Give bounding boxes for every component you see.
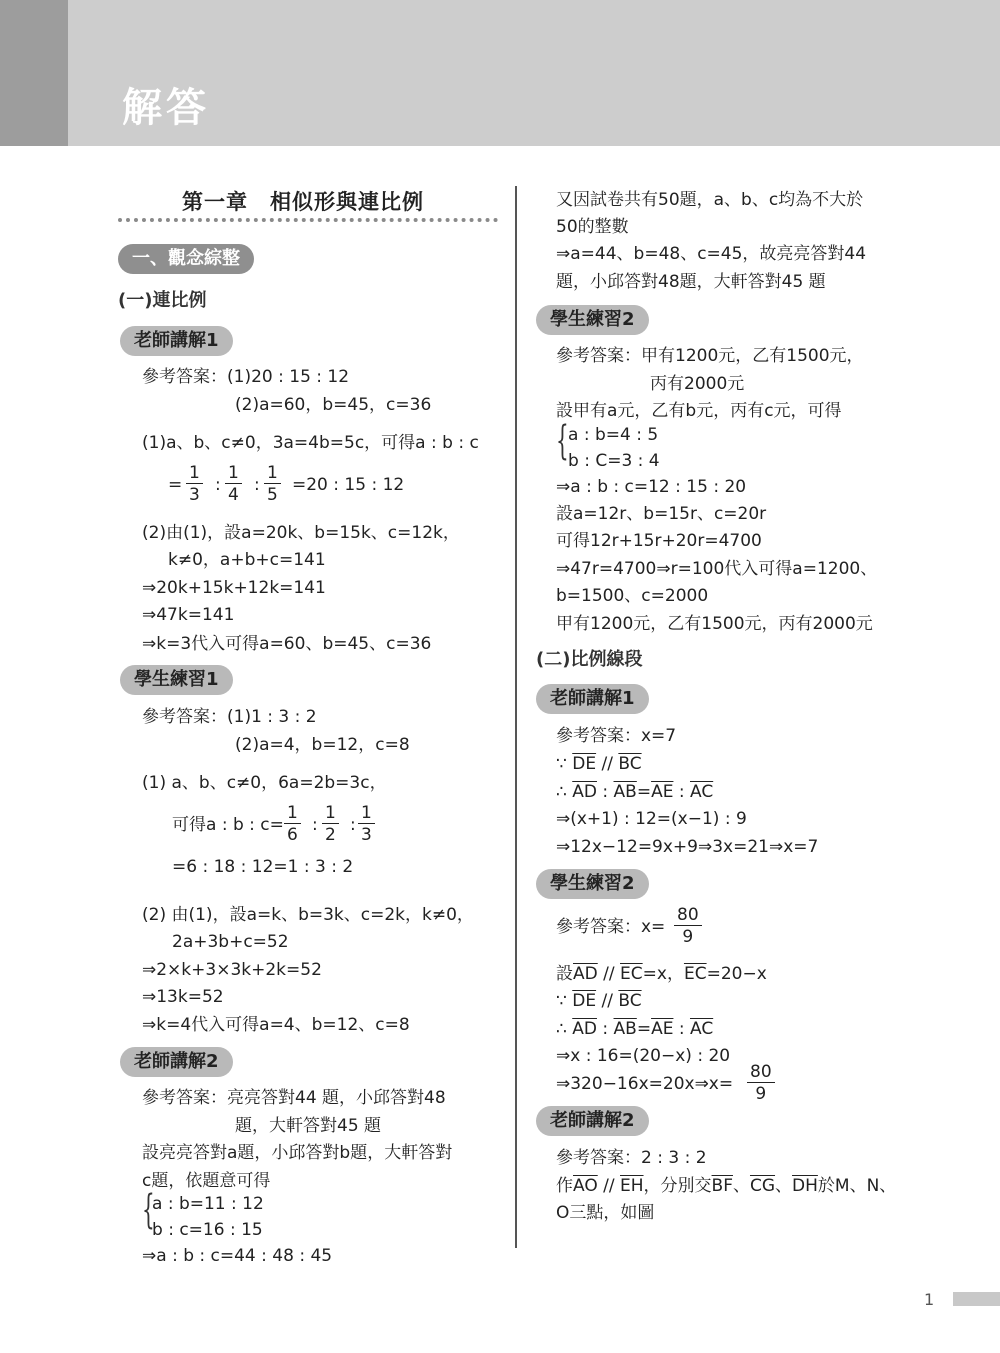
teacher-badge-1b: 老師講解1 [536, 684, 649, 714]
student-badge-2: 學生練習2 [536, 305, 649, 335]
section-badge: 一、觀念綜整 [118, 244, 254, 274]
subsection-title: (一)連比例 [118, 290, 207, 311]
solution-line: ⇒320−16x=20x⇒x= [556, 1074, 734, 1094]
solution-line: 設甲有a元，乙有b元，丙有c元，可得 [556, 401, 842, 421]
fraction: $\frac{80}{9}$ [747, 1062, 775, 1105]
answer-line: 參考答案：甲有1200元，乙有1500元， [556, 346, 864, 366]
fraction: $\frac{1}{5}$ [264, 463, 281, 506]
fraction: $\frac{1}{3}$ [186, 463, 203, 506]
solution-line: O三點，如圖 [556, 1203, 655, 1223]
solution-line: (2)由(1)，設a=20k、b=15k、c=12k， [142, 523, 460, 543]
solution-line: 可得12r+15r+20r=4700 [556, 531, 762, 551]
equation-line: b : c=16 : 15 [152, 1220, 263, 1240]
chapter-title: 第一章 相似形與連比例 [182, 190, 424, 214]
page-number: 1 [924, 1290, 935, 1309]
solution-line: 題，小邱答對48題，大軒答對45 題 [556, 272, 826, 292]
solution-line: ⇒a : b : c=12 : 15 : 20 [556, 477, 747, 497]
solution-line: ⇒a=44、b=48、c=45，故亮亮答對44 [556, 244, 867, 264]
answer-line: 參考答案：亮亮答對44 題，小邱答對48 [142, 1088, 446, 1108]
ratio-colon: : [254, 475, 260, 495]
solution-line: 可得a : b : c= [172, 815, 284, 835]
solution-line: =6 : 18 : 12=1 : 3 : 2 [172, 857, 354, 877]
solution-line: 50的整數 [556, 217, 629, 237]
solution-line: ⇒47k=141 [142, 605, 235, 625]
fraction: $\frac{1}{4}$ [225, 463, 242, 506]
subsection-title: (二)比例線段 [536, 649, 643, 670]
answer-line: 參考答案：x=7 [556, 726, 677, 746]
solution-line: ⇒(x+1) : 12=(x−1) : 9 [556, 809, 747, 829]
answer-line: 題，大軒答對45 題 [235, 1116, 382, 1136]
fraction: $\frac{1}{3}$ [358, 803, 375, 846]
answer-line: 參考答案：2 : 3 : 2 [556, 1148, 707, 1168]
equation-line: a : b=4 : 5 [568, 425, 659, 445]
solution-line: ⇒13k=52 [142, 987, 224, 1007]
solution-line: (2) 由(1)，設a=k、b=3k、c=2k，k≠0， [142, 905, 474, 925]
solution-line: ⇒2×k+3×3k+2k=52 [142, 960, 322, 980]
solution-line: 設a=12r、b=15r、c=20r [556, 504, 767, 524]
ratio-colon: : [312, 815, 318, 835]
solution-line: ∴ $\overline{AD}$ : $\overline{AB}=\overline{AE}$ : $\overline{AC}$ [556, 782, 714, 802]
solution-line: ⇒x : 16=(20−x) : 20 [556, 1046, 731, 1066]
system-brace: { [142, 1187, 155, 1233]
solution-line: (1) a、b、c≠0，6a=2b=3c， [142, 773, 387, 793]
solution-line: ∵ $\overline{DE} // \overline{BC}$ [556, 991, 642, 1011]
fraction: $\frac{1}{6}$ [284, 803, 301, 846]
fraction: $\frac{1}{2}$ [322, 803, 339, 846]
solution-line: b=1500、c=2000 [556, 586, 709, 606]
ratio-colon: : [350, 815, 356, 835]
solution-line: ⇒a : b : c=44 : 48 : 45 [142, 1246, 333, 1266]
solution-line: 設亮亮答對a題，小邱答對b題，大軒答對 [142, 1143, 453, 1163]
solution-line: ⇒20k+15k+12k=141 [142, 578, 326, 598]
solution-line: =20 : 15 : 12 [292, 475, 405, 495]
solution-line: 作$\overline{AO} // \overline{EH}$，分別交$\overline{BF}$、$\overline{CG}$、$\overline{DH}$於M、N、 [556, 1176, 897, 1196]
answer-line: 參考答案：(1)20 : 15 : 12 [142, 367, 350, 387]
ratio-colon: : [215, 475, 221, 495]
equation-line: a : b=11 : 12 [152, 1194, 264, 1214]
solution-line: 設$\overline{AD} // \overline{EC}=x$，$\overline{EC}=20-x$ [556, 964, 767, 984]
solution-line: ⇒k=4代入可得a=4、b=12、c=8 [142, 1015, 410, 1035]
answer-line: 丙有2000元 [650, 374, 745, 394]
solution-line: k≠0，a+b+c=141 [168, 550, 326, 570]
solution-line: ⇒12x−12=9x+9⇒3x=21⇒x=7 [556, 837, 819, 857]
answer-line: (2)a=60，b=45，c=36 [235, 395, 432, 415]
solution-line: ∵ $\overline{DE} // \overline{BC}$ [556, 754, 642, 774]
page-tab-bar [953, 1292, 1000, 1306]
system-brace: { [556, 418, 569, 464]
solution-line: (1)a、b、c≠0，3a=4b=5c，可得a : b : c [142, 433, 479, 453]
teacher-badge-2b: 老師講解2 [536, 1106, 649, 1136]
answer-line: 參考答案：x= [556, 917, 666, 937]
fraction: $\frac{80}{9}$ [674, 905, 702, 948]
dotted-divider [118, 218, 498, 222]
teacher-badge-1: 老師講解1 [120, 326, 233, 356]
solution-line: 2a+3b+c=52 [172, 932, 289, 952]
teacher-badge-2: 老師講解2 [120, 1047, 233, 1077]
solution-line: 甲有1200元，乙有1500元，丙有2000元 [556, 614, 873, 634]
page-title: 解答 [122, 85, 210, 131]
solution-line: 又因試卷共有50題，a、b、c均為不大於 [556, 190, 864, 210]
column-divider [515, 186, 517, 1248]
solution-line: = [168, 475, 183, 495]
student-badge-2b: 學生練習2 [536, 869, 649, 899]
solution-line: ⇒47r=4700⇒r=100代入可得a=1200、 [556, 559, 878, 579]
answer-line: 參考答案：(1)1 : 3 : 2 [142, 707, 317, 727]
solution-line: c題，依題意可得 [142, 1171, 271, 1191]
solution-line: ⇒k=3代入可得a=60、b=45、c=36 [142, 634, 432, 654]
header-side-block [0, 0, 68, 146]
solution-line: ∴ $\overline{AD}$ : $\overline{AB}=\overline{AE}$ : $\overline{AC}$ [556, 1019, 714, 1039]
answer-line: (2)a=4，b=12，c=8 [235, 735, 410, 755]
equation-line: b : C=3 : 4 [568, 451, 660, 471]
student-badge-1: 學生練習1 [120, 665, 233, 695]
